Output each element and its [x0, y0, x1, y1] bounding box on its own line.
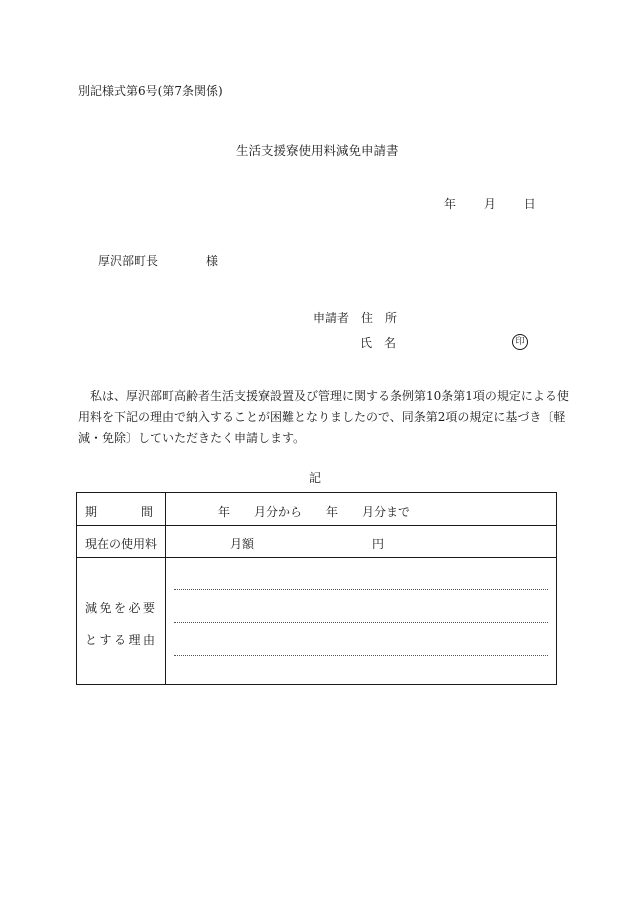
- reason-dotted-line: [174, 589, 548, 590]
- reason-label-char: 必: [128, 601, 141, 615]
- document-title: 生活支援寮使用料減免申請書: [236, 143, 399, 158]
- date-line: [444, 198, 536, 210]
- reason-label-char: 要: [142, 601, 155, 615]
- date-year: 年: [444, 197, 457, 211]
- reason-label-line-2: [85, 631, 155, 648]
- reason-value-cell[interactable]: [166, 557, 556, 684]
- reason-label-line-1: [85, 599, 155, 616]
- date-month: 月: [483, 197, 496, 211]
- reason-dotted-line: [174, 655, 548, 656]
- name-label: 氏 名: [360, 336, 397, 350]
- fee-label: 現在の使用料: [85, 537, 158, 551]
- applicant-name-row: [360, 337, 396, 349]
- table-row-reason: [77, 557, 556, 684]
- detail-table: [76, 492, 557, 685]
- form-number: 別記様式第6号(第7条関係): [78, 84, 223, 98]
- fee-header-cell: [77, 525, 166, 557]
- reason-dotted-line: [174, 622, 548, 623]
- statement-line-3: 減・免除〕していただきたく申請します。: [78, 431, 306, 445]
- period-header-cell: [77, 493, 166, 525]
- address-label: 住 所: [361, 311, 398, 325]
- period-value-cell: [166, 493, 556, 525]
- reason-label-char: と: [85, 633, 98, 647]
- reason-label-char: 減: [85, 601, 98, 615]
- fee-yen-label: 円: [372, 537, 385, 551]
- reason-label-char: 由: [142, 633, 155, 647]
- period-label-char: 間: [140, 505, 153, 519]
- period-label: [85, 503, 153, 520]
- ki-heading: 記: [309, 471, 322, 485]
- period-label-char: 期: [85, 505, 98, 519]
- addressee-honorific: 様: [206, 254, 219, 268]
- applicant-label: 申請者: [313, 311, 350, 325]
- addressee-name: 厚沢部町長: [98, 254, 159, 268]
- reason-label-char: を: [113, 601, 126, 615]
- reason-header-cell: [77, 557, 166, 684]
- reason-label-char: す: [99, 633, 112, 647]
- application-statement: [78, 386, 569, 449]
- table-row-fee: [77, 525, 556, 558]
- date-day: 日: [523, 197, 536, 211]
- seal-mark: 印: [512, 334, 528, 350]
- reason-label-char: 理: [128, 633, 141, 647]
- period-value: 年 月分から 年 月分まで: [218, 505, 411, 519]
- statement-line-1: 私は、厚沢部町高齢者生活支援寮設置及び管理に関する条例第10条第1項の規定による使: [90, 389, 569, 403]
- fee-value-cell: [166, 525, 556, 557]
- statement-line-2: 用料を下記の理由で納入することが困難となりましたので、同条第2項の規定に基づき〔軽: [78, 410, 566, 424]
- applicant-address-row: [313, 312, 397, 324]
- addressee: [98, 255, 218, 267]
- reason-label-char: 免: [99, 601, 112, 615]
- fee-monthly-label: 月額: [230, 537, 255, 551]
- reason-label-char: る: [113, 633, 126, 647]
- table-row-period: [77, 493, 556, 526]
